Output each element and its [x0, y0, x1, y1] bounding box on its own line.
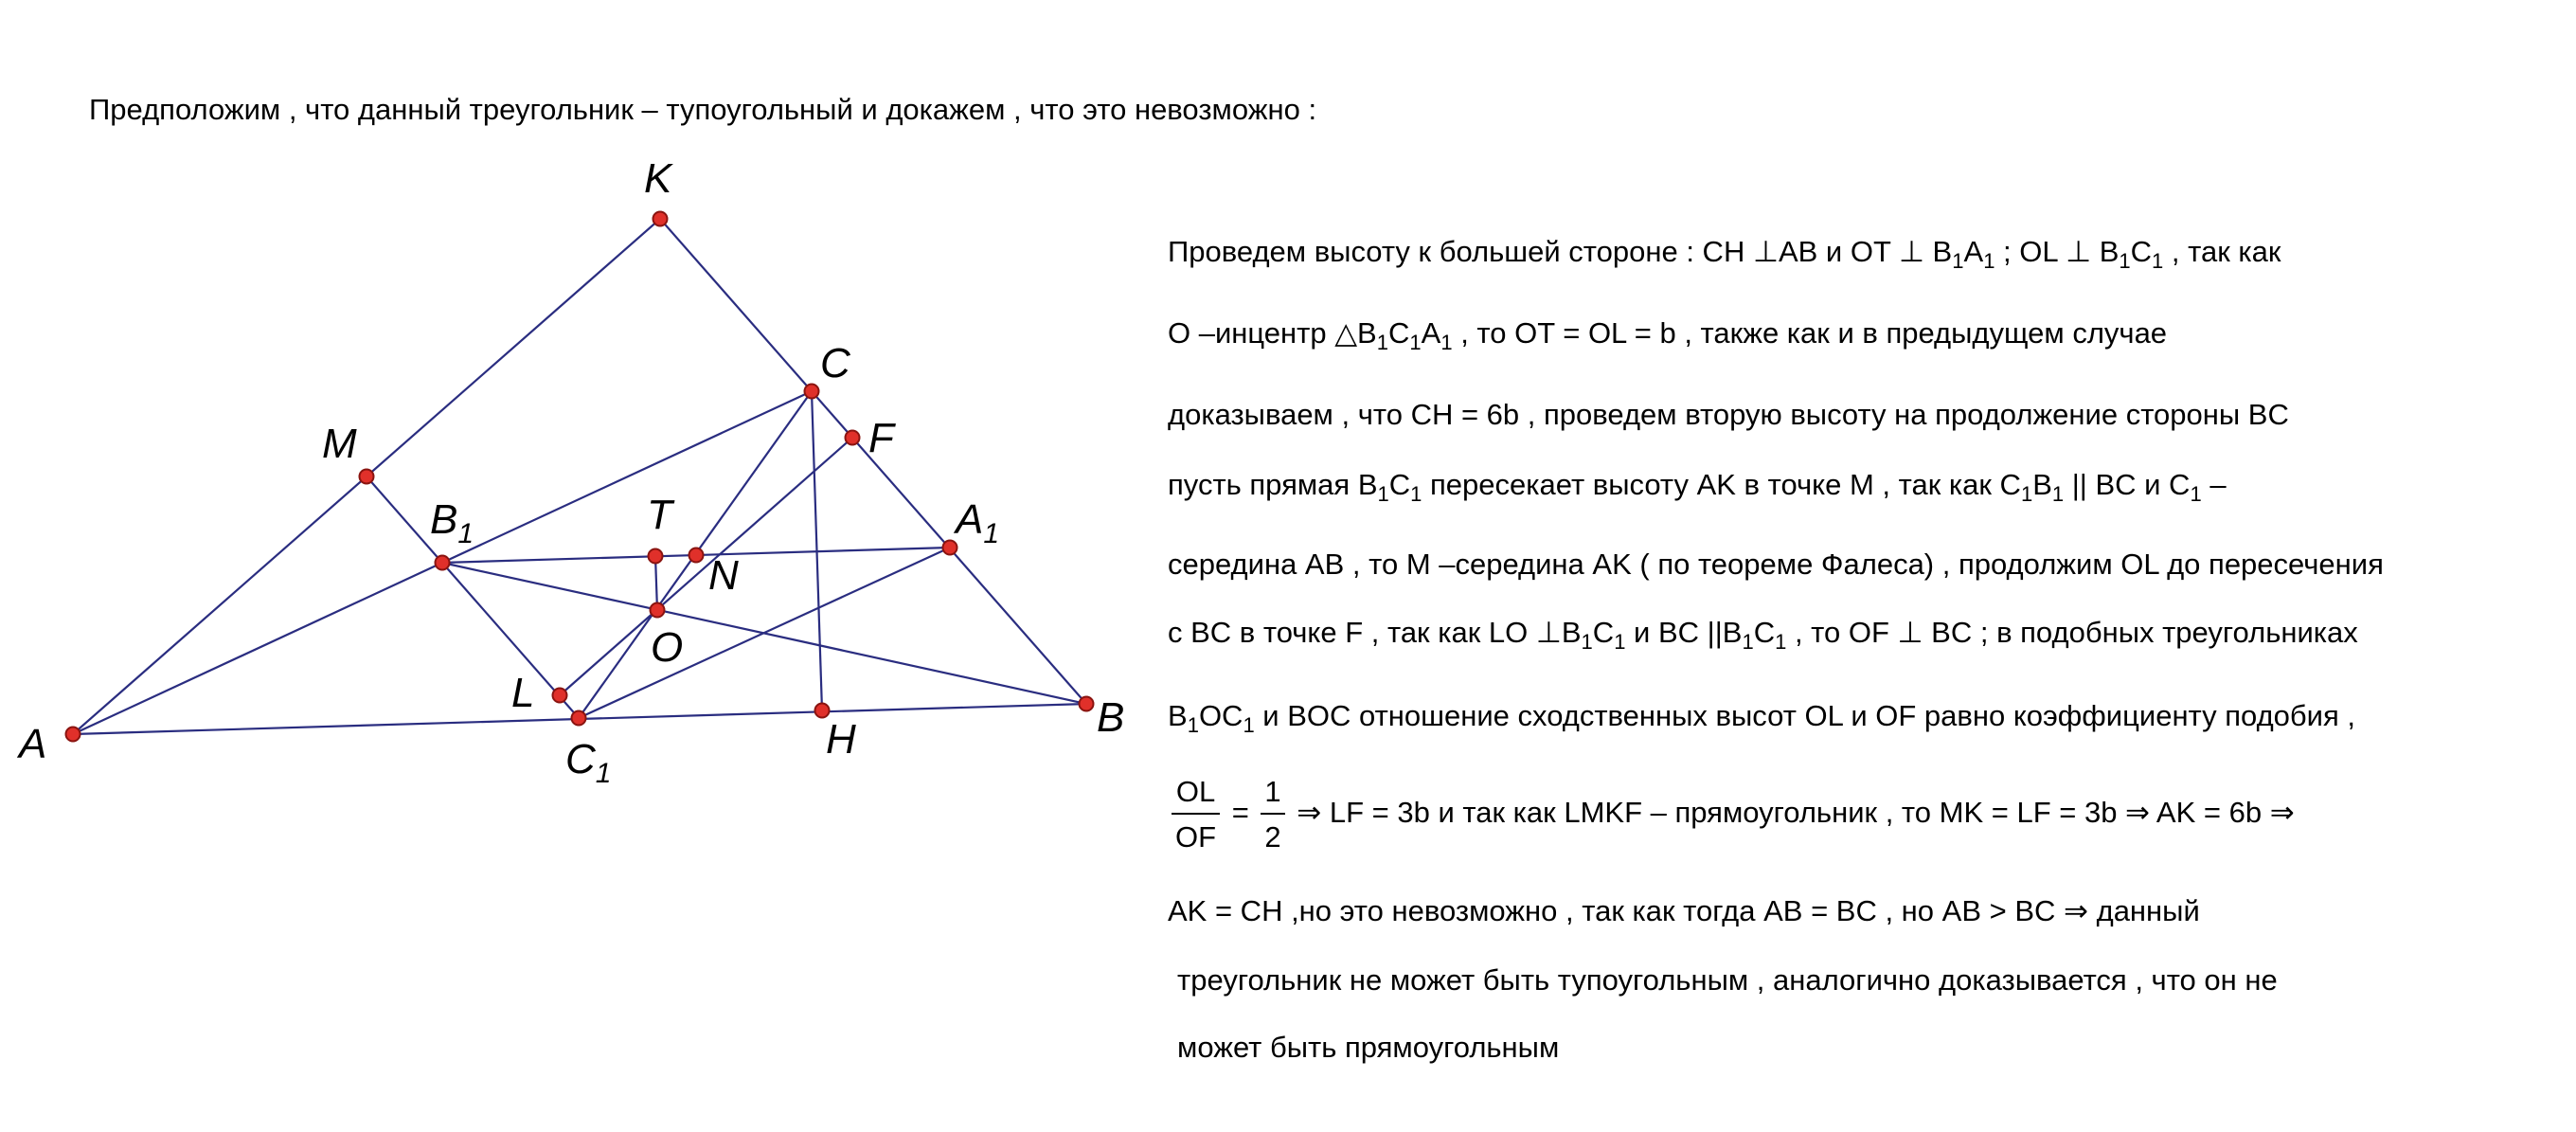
- segment-K-B: [660, 219, 1086, 704]
- proof-line-11: может быть прямоугольным: [1177, 1031, 1560, 1064]
- point-C1: [572, 711, 586, 726]
- point-O: [651, 603, 665, 618]
- proof-line-1: Проведем высоту к большей стороне : CH ⊥AB и OT ⊥ $B_1A_1$ ; OL ⊥ $B_1C_1$ , так как: [1168, 235, 2281, 273]
- point-A: [66, 728, 80, 742]
- segment-M-C1: [367, 476, 579, 718]
- label-A1: $A_1$: [956, 496, 1000, 549]
- proof-line-8: $\frac{OL}{OF}$ = $\frac{1}{2}$ ⇒ LF = 3b и так как LMKF – прямоугольник , то MK = LF = 3b ⇒ AK = 6b ⇒: [1168, 775, 2295, 854]
- label-F: F: [868, 415, 894, 461]
- segment-L-F: [560, 438, 852, 695]
- point-B: [1080, 697, 1094, 711]
- proof-line-9: AK = CH ,но это невозможно , так как тогда AB = BC , но AB > BC ⇒ данный: [1168, 894, 2200, 927]
- point-B1: [436, 556, 450, 570]
- figure-segments: [73, 219, 1086, 734]
- label-N: N: [708, 552, 739, 599]
- point-M: [360, 470, 374, 484]
- label-T: T: [647, 492, 672, 538]
- fraction-ol-of: $\frac{OL}{OF}$: [1172, 775, 1220, 854]
- point-N: [689, 548, 704, 563]
- label-K: K: [644, 155, 672, 202]
- label-B1: $B_1$: [430, 496, 474, 549]
- proof-line-5: середина AB , то M –середина AK ( по теореме Фалеса) , продолжим OL до пересечения: [1168, 548, 2384, 581]
- label-H: H: [826, 716, 856, 763]
- proof-line-3: доказываем , что CH = 6b , проведем вторую высоту на продолжение стороны BC: [1168, 398, 2289, 431]
- triangle-figure: [0, 0, 1146, 815]
- proof-line-4: пусть прямая $B_1C_1$ пересекает высоту AK в точке M , так как $C_1B_1$ || BC и $C_1$ –: [1168, 468, 2227, 506]
- proof-line-7: $B_1OC_1$ и BOC отношение сходственных высот OL и OF равно коэффициенту подобия ,: [1168, 699, 2355, 737]
- label-B: B: [1097, 694, 1125, 741]
- label-O: O: [651, 624, 684, 671]
- intro-text: Предположим , что данный треугольник – тупоугольный и докажем , что это невозможно :: [89, 93, 1317, 126]
- proof-line-10: треугольник не может быть тупоугольным , аналогично доказывается , что он не: [1177, 963, 2278, 997]
- label-C: C: [820, 340, 850, 386]
- label-M: M: [322, 421, 357, 467]
- segment-A1-C1: [579, 548, 950, 718]
- label-L: L: [511, 670, 535, 716]
- label-A: A: [19, 721, 47, 767]
- point-T: [649, 549, 663, 564]
- fraction-one-half: $\frac{1}{2}$: [1261, 775, 1284, 854]
- point-L: [553, 689, 567, 703]
- point-K: [653, 212, 668, 226]
- figure-points: [66, 212, 1094, 742]
- label-C1: $C_1$: [565, 736, 612, 789]
- proof-line-2: O –инцентр $\triangle B_1C_1A_1$ , то OT = OL = b , также как и в предыдущем случае: [1168, 316, 2168, 354]
- figure-labels: [16, 155, 1124, 789]
- proof-line-6: с BC в точке F , так как LO $\perp B_1C_1$ и BC $||B_1C_1$ , то OF ⊥ BC ; в подобных треугольниках: [1168, 616, 2358, 654]
- segment-O-T: [655, 556, 657, 610]
- point-F: [846, 431, 860, 445]
- point-C: [805, 385, 819, 399]
